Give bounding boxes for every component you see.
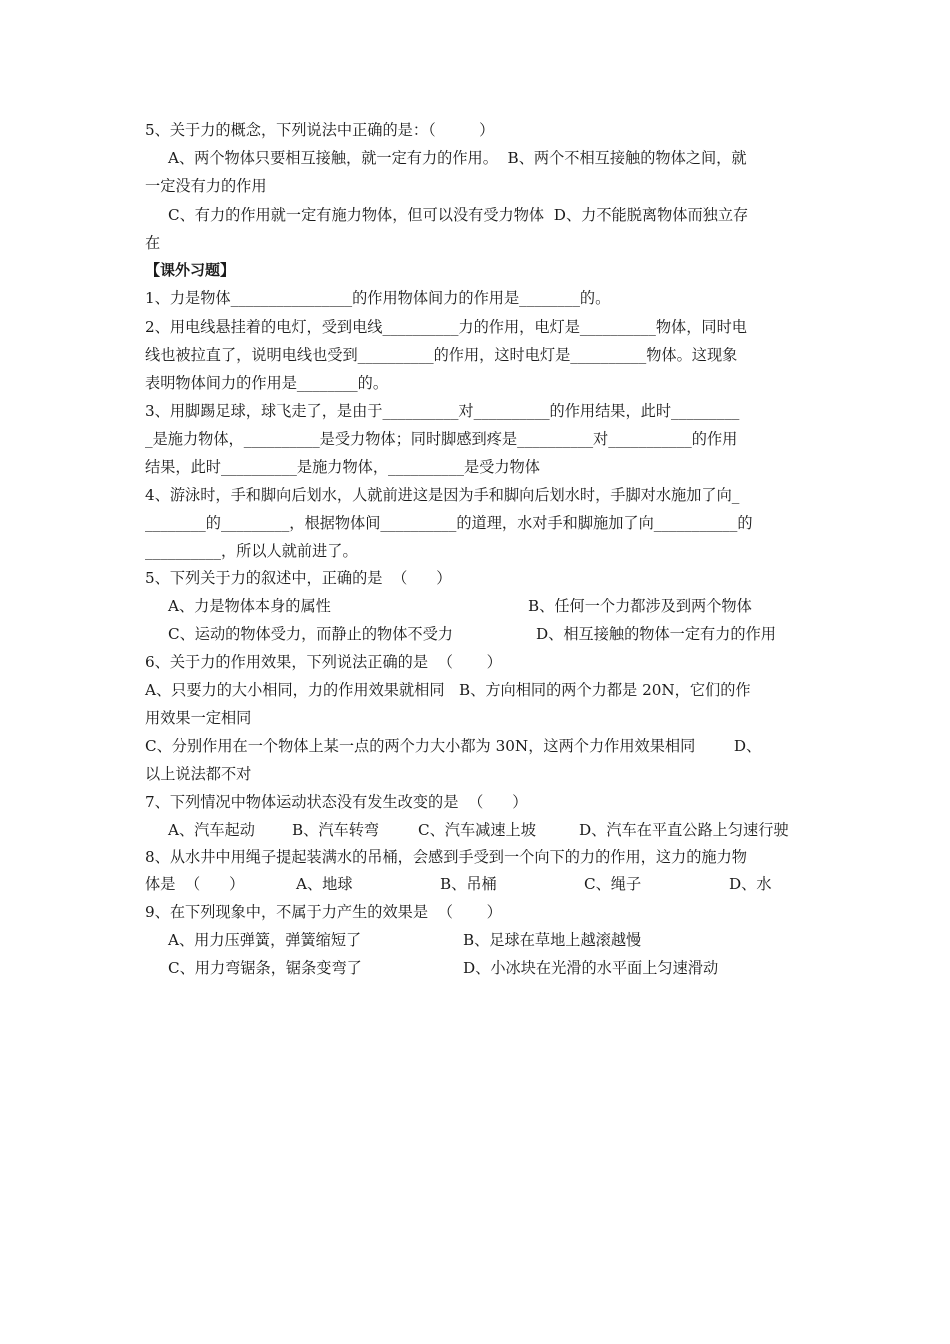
q9-option-b: B、足球在草地上越滚越慢 <box>463 931 642 949</box>
q9-option-c: C、用力弯锯条，锯条变弯了 <box>168 959 362 977</box>
q3-line2: _是施力物体，__________是受力物体；同时脚感到疼是__________对___________的作用 <box>145 430 738 448</box>
q5-top-stem: 5、关于力的概念，下列说法中正确的是：（ ） <box>145 121 495 139</box>
q5-top-options-line2: 一定没有力的作用 <box>145 177 267 195</box>
q7-option-c: C、汽车减速上坡 <box>418 821 536 839</box>
q5-top-options-line1: A、两个物体只要相互接触，就一定有力的作用。 B、两个不相互接触的物体之间，就 <box>168 149 747 167</box>
q9-stem: 9、在下列现象中，不属于力产生的效果是 （ ） <box>145 903 502 921</box>
q6-line2: 用效果一定相同 <box>145 709 252 727</box>
section-title: 【课外习题】 <box>145 261 236 279</box>
q5-option-c: C、运动的物体受力，而静止的物体不受力 <box>168 625 453 643</box>
q4-line1: 4、游泳时，手和脚向后划水，人就前进这是因为手和脚向后划水时，手脚对水施加了向_ <box>145 486 740 504</box>
q1-text: 1、力是物体________________的作用物体间力的作用是________的。 <box>145 289 611 307</box>
q5-top-options-line4: 在 <box>145 234 161 252</box>
q4-line2: ________的_________，根据物体间__________的道理，水对手和脚施加了向___________的 <box>145 514 753 532</box>
q5-stem: 5、下列关于力的叙述中，正确的是 （ ） <box>145 569 452 587</box>
q7-option-a: A、汽车起动 <box>168 821 255 839</box>
q4-line3: __________，所以人就前进了。 <box>145 542 358 560</box>
q6-line1: A、只要力的大小相同，力的作用效果就相同 B、方向相同的两个力都是 20N，它们的作 <box>145 681 751 699</box>
q3-line1: 3、用脚踢足球，球飞走了，是由于__________对__________的作用结果，此时_________ <box>145 402 740 420</box>
q5-option-b: B、任何一个力都涉及到两个物体 <box>528 597 752 615</box>
q2-line2: 线也被拉直了，说明电线也受到__________的作用，这时电灯是__________物体。这现象 <box>145 346 738 364</box>
q2-line3: 表明物体间力的作用是________的。 <box>145 374 388 392</box>
q5-top-options-line3: C、有力的作用就一定有施力物体，但可以没有受力物体 D、力不能脱离物体而独立存 <box>168 206 749 224</box>
q6-line3: C、分别作用在一个物体上某一点的两个力大小都为 30N，这两个力作用效果相同 D、 <box>145 737 762 755</box>
q7-option-d: D、汽车在平直公路上匀速行驶 <box>579 821 789 839</box>
q2-line1: 2、用电线悬挂着的电灯，受到电线__________力的作用，电灯是__________物体，同时电 <box>145 318 747 336</box>
q8-option-d: D、水 <box>729 875 772 893</box>
q7-stem: 7、下列情况中物体运动状态没有发生改变的是 （ ） <box>145 793 528 811</box>
q8-line1: 8、从水井中用绳子提起装满水的吊桶，会感到手受到一个向下的力的作用，这力的施力物 <box>145 848 747 866</box>
q8-option-c: C、绳子 <box>584 875 642 893</box>
q7-option-b: B、汽车转弯 <box>292 821 380 839</box>
q8-stem2: 体是 （ ） <box>145 875 245 893</box>
q8-option-a: A、地球 <box>296 875 353 893</box>
q9-option-d: D、小冰块在光滑的水平面上匀速滑动 <box>463 959 719 977</box>
q5-option-d: D、相互接触的物体一定有力的作用 <box>536 625 776 643</box>
q6-line4: 以上说法都不对 <box>145 765 252 783</box>
q8-option-b: B、吊桶 <box>440 875 497 893</box>
q3-line3: 结果，此时__________是施力物体，__________是受力物体 <box>145 458 540 476</box>
q9-option-a: A、用力压弹簧，弹簧缩短了 <box>168 931 362 949</box>
q5-option-a: A、力是物体本身的属性 <box>168 597 331 615</box>
q6-stem: 6、关于力的作用效果，下列说法正确的是 （ ） <box>145 653 502 671</box>
